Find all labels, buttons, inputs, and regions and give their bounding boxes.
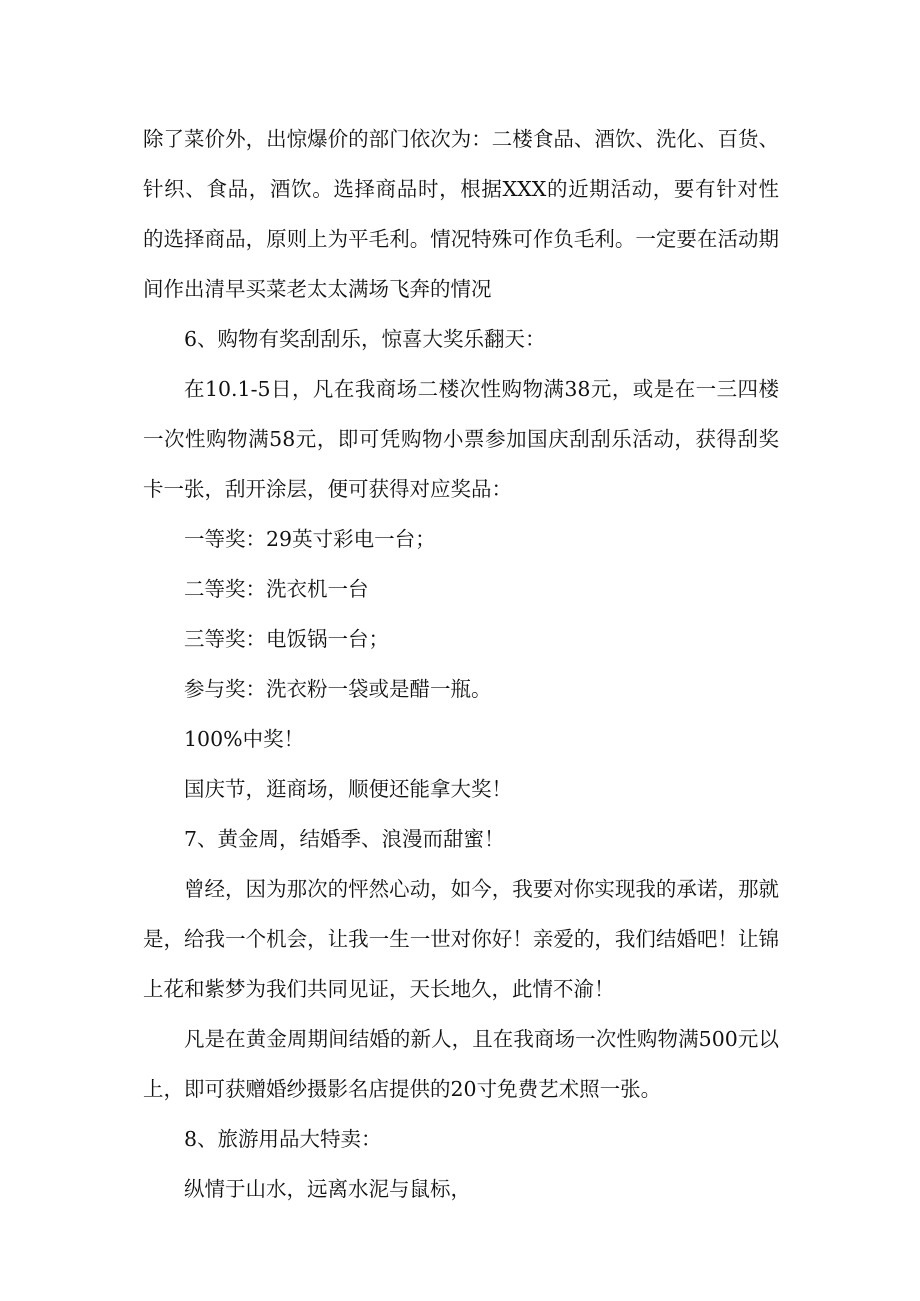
- heading-wedding-season: 7、黄金周，结婚季、浪漫而甜蜜！: [184, 827, 505, 851]
- heading-travel-sale: 8、旅游用品大特卖：: [184, 1127, 382, 1151]
- prize-first: 一等奖：29英寸彩电一台；: [184, 527, 436, 551]
- paragraph-slogan: 国庆节，逛商场，顺便还能拿大奖！: [184, 777, 512, 801]
- prize-participation: 参与奖：洗衣粉一袋或是醋一瓶。: [184, 677, 492, 701]
- paragraph-travel-intro: 纵情于山水，远离水泥与鼠标，: [184, 1177, 471, 1201]
- prize-third: 三等奖：电饭锅一台；: [184, 627, 389, 651]
- prize-second: 二等奖：洗衣机一台: [184, 577, 369, 601]
- paragraph-wedding-offer: 凡是在黄金周期间结婚的新人，且在我商场一次性购物满500元以上，即可获赠婚纱摄影名店提供的20寸免费艺术照一张。: [143, 1027, 779, 1101]
- heading-scratch-lottery: 6、购物有奖刮刮乐，惊喜大奖乐翻天：: [184, 327, 546, 351]
- paragraph-wedding-story: 曾经，因为那次的怦然心动，如今，我要对你实现我的承诺，那就是，给我一个机会，让我一生一世对你好！亲爱的，我们结婚吧！让锦上花和紫梦为我们共同见证，天长地久，此情不渝！: [143, 877, 779, 1001]
- paragraph-hundred-percent: 100%中奖！: [184, 727, 305, 751]
- paragraph-intro: 除了菜价外，出惊爆价的部门依次为：二楼食品、酒饮、洗化、百货、针织、食品，酒饮。选择商品时，根据XXX的近期活动，要有针对性的选择商品，原则上为平毛利。情况特殊可作负毛利。一定要在活动期间作出清早买菜老太太满场飞奔的情况: [143, 127, 779, 301]
- paragraph-scratch-rules: 在10.1-5日，凡在我商场二楼次性购物满38元，或是在一三四楼一次性购物满58元，即可凭购物小票参加国庆刮刮乐活动，获得刮奖卡一张，刮开涂层，便可获得对应奖品：: [143, 377, 779, 501]
